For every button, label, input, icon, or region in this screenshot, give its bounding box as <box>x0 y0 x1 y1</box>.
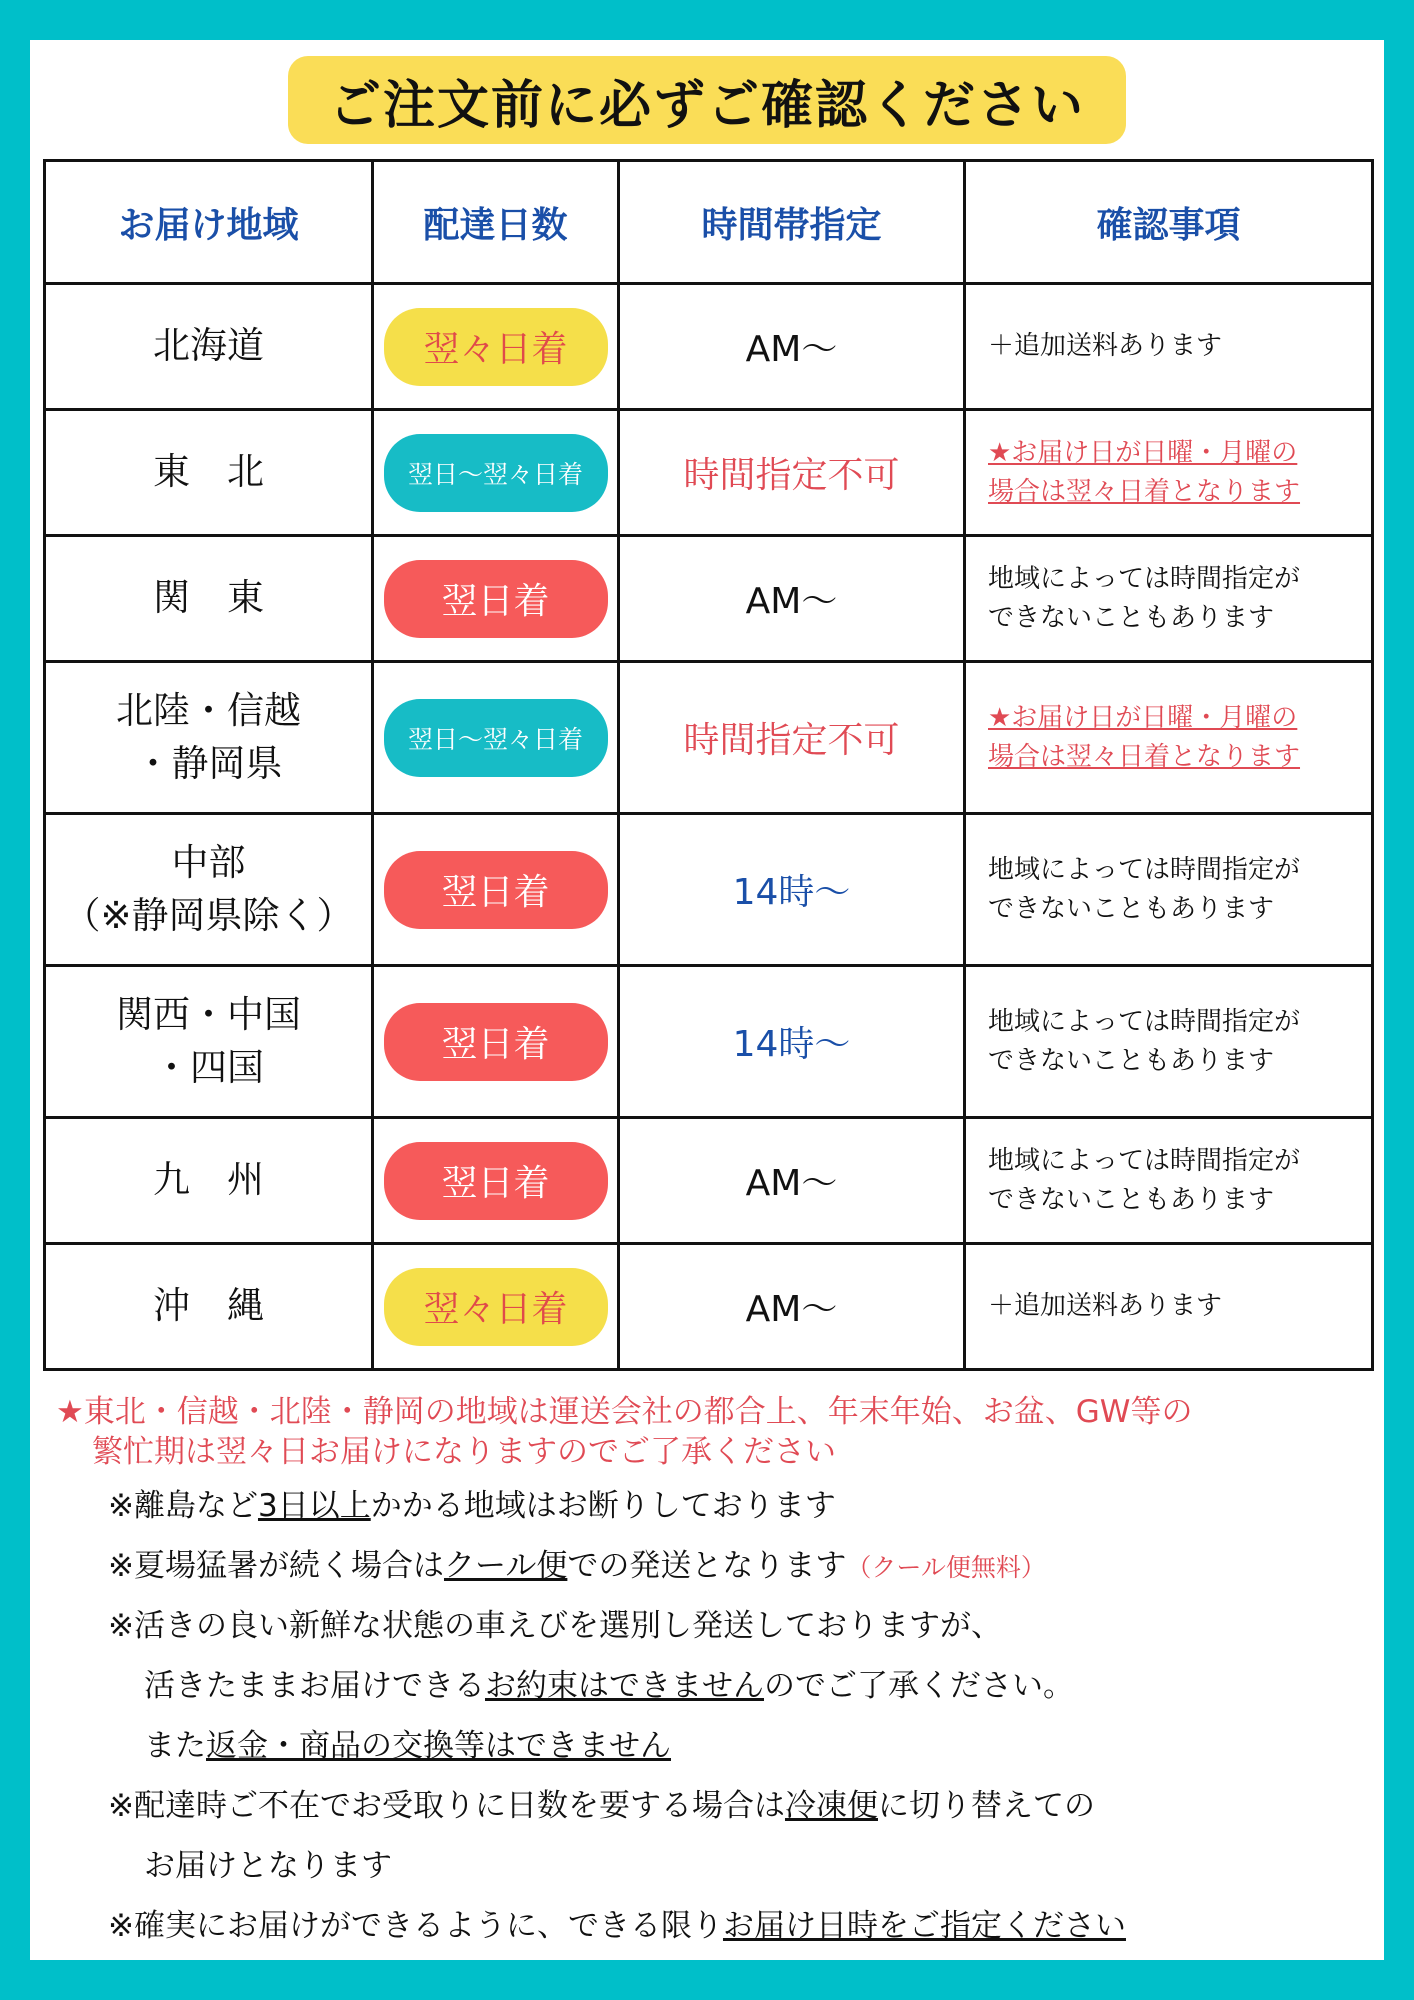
footnote-text: に切り替えての <box>877 1788 1095 1824</box>
footnote-text: ※離島など <box>108 1488 258 1524</box>
note-cell: 地域によっては時間指定が できないこともあります <box>965 1118 1373 1244</box>
region-cell: 東 北 <box>153 450 264 494</box>
footnote-underlined: クール便 <box>443 1548 568 1584</box>
table-row <box>45 1118 1373 1244</box>
footnote-live-shrimp-2 <box>144 1666 1074 1706</box>
region-cell: 北陸・信越 ・静岡県 <box>116 688 301 785</box>
note-cell: 地域によっては時間指定が できないこともあります <box>965 966 1373 1118</box>
footnote-no-refund <box>144 1726 671 1766</box>
footnote-text: ※夏場猛暑が続く場合は <box>108 1548 444 1584</box>
time-slot-cell: 時間指定不可 <box>683 455 900 496</box>
table-row <box>45 814 1373 966</box>
time-slot-cell: 時間指定不可 <box>683 720 900 761</box>
table-row <box>45 1244 1373 1370</box>
region-cell: 中部 （※静岡県除く） <box>63 840 354 937</box>
header-days: 配達日数 <box>373 161 619 284</box>
time-slot-cell: 14時〜 <box>732 872 851 913</box>
delivery-days-badge: 翌日着 <box>384 1003 608 1081</box>
header-note: 確認事項 <box>965 161 1373 284</box>
delivery-days-badge: 翌日着 <box>384 1142 608 1220</box>
note-cell: 地域によっては時間指定が できないこともあります <box>965 536 1373 662</box>
footnote-specify-date <box>108 1906 1126 1946</box>
footnote-cool-free: （クール便無料） <box>846 1553 1046 1582</box>
star-notice-line1: ★東北・信越・北陸・静岡の地域は運送会社の都合上、年末年始、お盆、GW等の <box>56 1394 1193 1430</box>
region-cell: 九 州 <box>153 1158 264 1202</box>
footnote-text: ※確実にお届けができるように、できる限り <box>108 1908 723 1944</box>
footnote-text: 活きたままお届けできる <box>144 1668 485 1704</box>
delivery-days-badge: 翌日着 <box>384 851 608 929</box>
footnote-text: ※配達時ご不在でお受取りに日数を要する場合は <box>108 1788 785 1824</box>
footnote-underlined: 返金・商品の交換等はできません <box>206 1728 671 1764</box>
footnote-text: また <box>144 1728 206 1764</box>
footnote-text: ※活きの良い新鮮な状態の車えびを選別し発送しておりますが、 <box>108 1608 1002 1644</box>
shipping-table <box>43 159 1374 1371</box>
delivery-days-badge: 翌々日着 <box>384 1268 608 1346</box>
region-cell: 沖 縄 <box>153 1284 264 1328</box>
footnote-text: での発送となります <box>567 1548 847 1584</box>
region-cell: 関西・中国 ・四国 <box>116 992 301 1089</box>
footnote-underlined: 冷凍便 <box>784 1788 878 1824</box>
table-row <box>45 536 1373 662</box>
time-slot-cell: AM〜 <box>745 329 838 370</box>
time-slot-cell: 14時〜 <box>732 1024 851 1065</box>
star-notice <box>56 1392 1192 1472</box>
header-region: お届け地域 <box>45 161 373 284</box>
footnote-frozen-switch <box>108 1786 1095 1826</box>
table-header-row <box>45 161 1373 284</box>
footnote-underlined: 3日以上 <box>257 1488 371 1524</box>
delivery-days-badge: 翌々日着 <box>384 308 608 386</box>
footnote-text: のでご了承ください。 <box>764 1668 1074 1704</box>
time-slot-cell: AM〜 <box>745 581 838 622</box>
time-slot-cell: AM〜 <box>745 1163 838 1204</box>
page-title: ご注文前に必ずご確認ください <box>288 56 1126 144</box>
time-slot-cell: AM〜 <box>745 1289 838 1330</box>
footnote-cool-delivery <box>108 1546 1046 1588</box>
footnote-live-shrimp <box>108 1606 1002 1646</box>
delivery-days-badge: 翌日〜翌々日着 <box>384 699 608 777</box>
footnote-text: お届けとなります <box>144 1848 392 1884</box>
footnote-frozen-switch-2 <box>144 1846 392 1886</box>
delivery-days-badge: 翌日着 <box>384 560 608 638</box>
region-cell: 北海道 <box>153 324 264 368</box>
region-cell: 関 東 <box>153 576 264 620</box>
table-row <box>45 284 1373 410</box>
footnote-underlined: お約束はできません <box>485 1668 764 1704</box>
table-row <box>45 410 1373 536</box>
note-cell: 地域によっては時間指定が できないこともあります <box>965 814 1373 966</box>
footnote-remote-islands <box>108 1486 836 1526</box>
note-cell: ★お届け日が日曜・月曜の 場合は翌々日着となります <box>965 410 1373 536</box>
footnote-underlined: お届け日時をご指定ください <box>722 1908 1126 1944</box>
table-row <box>45 662 1373 814</box>
table-row <box>45 966 1373 1118</box>
footnote-text: かかる地域はお断りしております <box>370 1488 836 1524</box>
header-time: 時間帯指定 <box>619 161 965 284</box>
note-cell: ★お届け日が日曜・月曜の 場合は翌々日着となります <box>965 662 1373 814</box>
star-notice-line2: 繁忙期は翌々日お届けになりますのでご了承ください <box>92 1434 836 1470</box>
note-cell: ＋追加送料あります <box>965 1244 1373 1370</box>
delivery-days-badge: 翌日〜翌々日着 <box>384 434 608 512</box>
notice-card <box>30 40 1384 1960</box>
note-cell: ＋追加送料あります <box>965 284 1373 410</box>
